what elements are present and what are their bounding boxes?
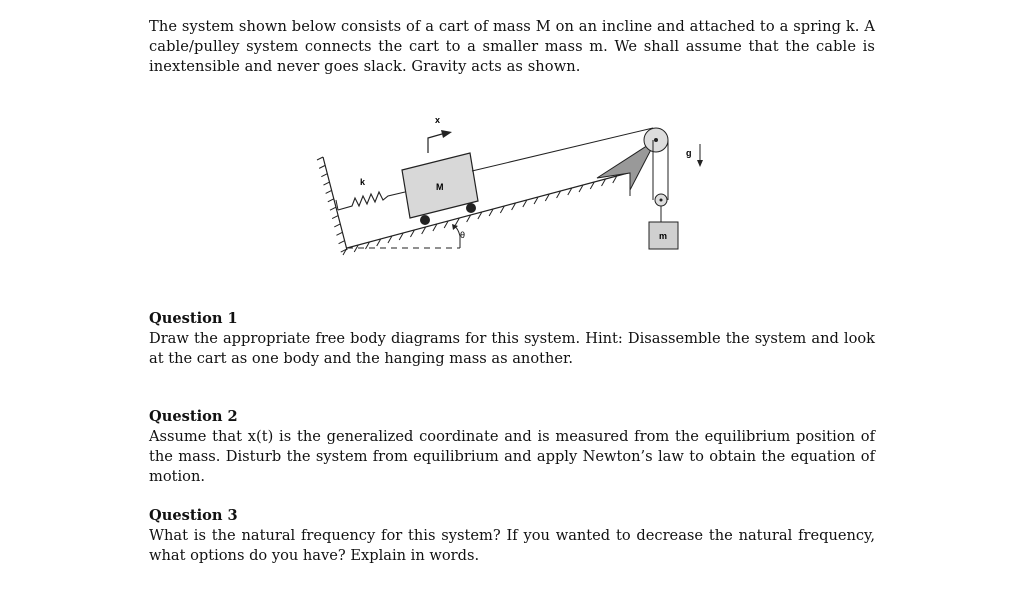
intro-paragraph: The system shown below consists of a cart of mass M on an incline and attached to a spring k. A cable/pulley system connects the cart to a smaller mass m. We shall assume that the cable is inextensible and never goes slack. Gravity acts as shown. [149,18,875,75]
hatch-mark [326,190,332,193]
hatch-mark [321,174,327,177]
spring [338,192,405,210]
hatch-mark [319,165,325,168]
question-text: What is the natural frequency for this system? If you wanted to decrease the natural frequency, what options do you have? Explain in words. [149,527,875,564]
question-3 [149,506,875,566]
theta-label: θ [460,230,466,240]
cart-wheel [420,215,430,225]
g-label: g [686,148,692,158]
hatch-mark [323,182,329,185]
hatch-mark [330,207,336,210]
hatch-mark [334,224,340,227]
question-text: Assume that x(t) is the generalized coordinate and is measured from the equilibrium position of the mass. Disturb the system from equilibrium and apply Newton’s law to obtain the equation of motion. [149,428,875,485]
hatch-mark [332,216,338,219]
x-label: x [435,115,441,125]
m-label: m [659,231,668,241]
question-2 [149,407,875,487]
question-title: Question 1 [149,310,238,327]
question-1 [149,309,875,369]
x-arrow [428,134,442,153]
incline-surface [347,173,628,248]
wall [323,157,347,250]
k-label: k [360,177,366,187]
M-label: M [436,182,444,192]
hatch-mark [336,232,342,235]
hatch-mark [339,241,345,244]
question-title: Question 3 [149,507,238,524]
question-text: Draw the appropriate free body diagrams for this system. Hint: Disassemble the system and look at the cart as one body and the hanging mass as another. [149,330,875,367]
hatch-mark [328,199,334,202]
cart-wheel [466,203,476,213]
question-title: Question 2 [149,408,238,425]
hatch-mark [317,157,323,160]
